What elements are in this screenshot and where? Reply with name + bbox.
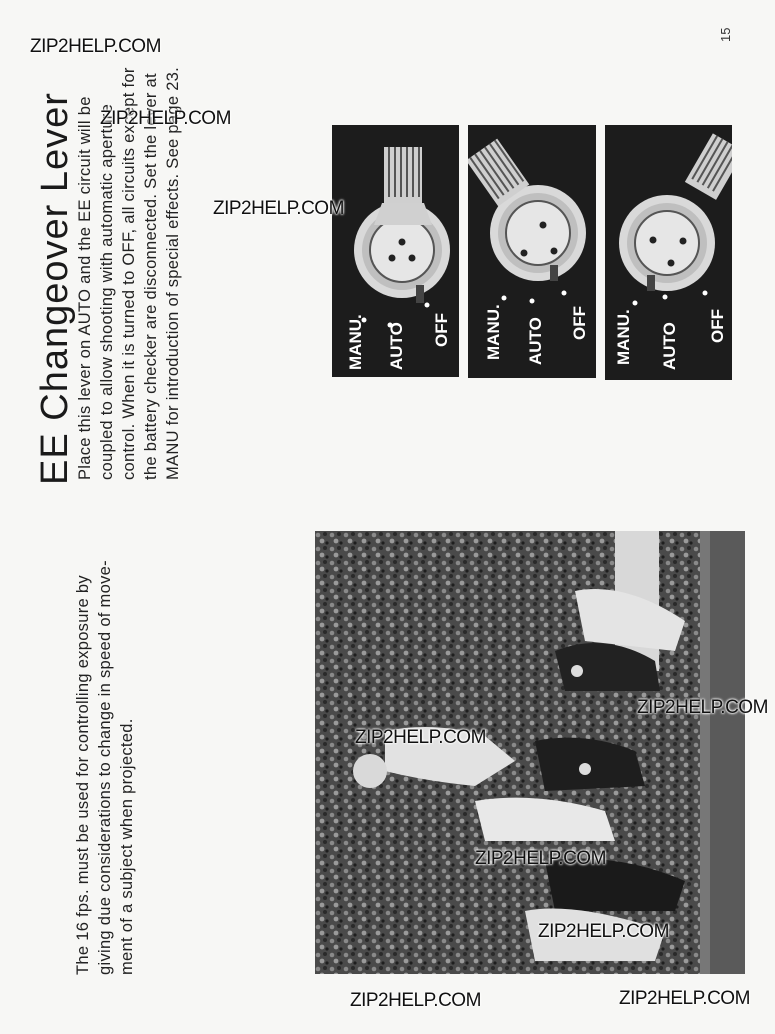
label-auto: AUTO [660, 322, 679, 370]
ee-line-1: Place this lever on AUTO and the EE circuit will be [76, 96, 94, 480]
ee-paragraph [72, 0, 192, 490]
page-number-container [718, 22, 734, 42]
watermark: ZIP2HELP.COM [100, 108, 231, 129]
label-manu: MANU. [484, 304, 503, 360]
fps-paragraph [70, 520, 150, 980]
watermark: ZIP2HELP.COM [637, 697, 768, 718]
page-title: EE Changeover Lever [34, 92, 76, 485]
label-auto: AUTO [526, 317, 545, 365]
baseball-photo [315, 531, 745, 974]
label-off: OFF [570, 306, 589, 340]
page-number: 15 [718, 27, 733, 42]
label-off: OFF [432, 313, 451, 347]
label-manu: MANU. [346, 314, 365, 370]
fps-line-1: The 16 fps. must be used for controlling exposure by [74, 575, 92, 975]
label-manu: MANU. [614, 309, 633, 365]
lever-diagram-off [468, 125, 596, 378]
lever-diagram-auto [332, 125, 459, 377]
watermark: ZIP2HELP.COM [538, 921, 669, 942]
ee-line-3: control. When it is turned to OFF, all circuits except for [120, 67, 138, 480]
watermark: ZIP2HELP.COM [355, 727, 486, 748]
label-auto: AUTO [387, 322, 406, 370]
fps-line-2: giving due considerations to change in speed of move- [96, 560, 114, 975]
watermark: ZIP2HELP.COM [30, 36, 161, 57]
watermark: ZIP2HELP.COM [619, 988, 750, 1009]
watermark: ZIP2HELP.COM [350, 990, 481, 1011]
fps-line-3: ment of a subject when projected. [118, 718, 136, 975]
watermark: ZIP2HELP.COM [475, 848, 606, 869]
label-off: OFF [708, 309, 727, 343]
lever-dial-icon [354, 147, 450, 328]
watermark: ZIP2HELP.COM [213, 198, 344, 219]
ee-line-2: coupled to allow shooting with automatic aperture [98, 103, 116, 480]
lever-dial-icon [468, 139, 586, 304]
lever-dial-icon [619, 133, 732, 305]
lever-diagram-manu [605, 125, 732, 380]
ee-line-5: MANU for introduction of special effects. See page 23. [164, 66, 182, 480]
ee-line-4: the battery checker are disconnected. Set the lever at [142, 73, 160, 480]
